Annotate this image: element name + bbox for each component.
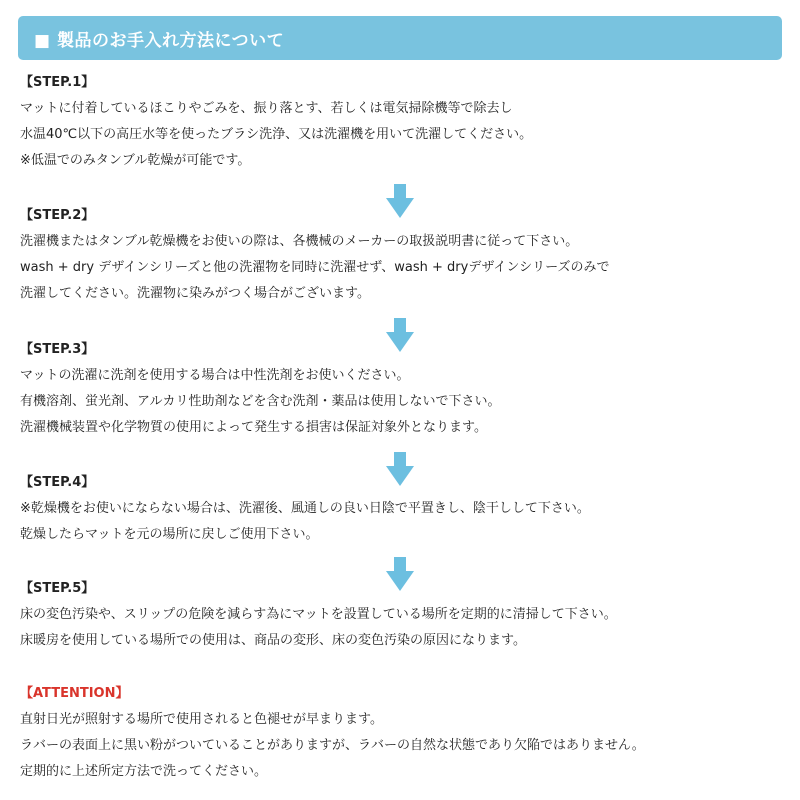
attention-section <box>20 681 790 785</box>
step-1-line-2: 水温40℃以下の高圧水等を使ったブラシ洗浄、又は洗濯機を用いて洗濯してください。 <box>20 127 533 142</box>
step-1-line-3: ※低温でのみタンブル乾燥が可能です。 <box>20 153 251 168</box>
step-2-line-2: wash + dry デザインシリーズと他の洗濯物を同時に洗濯せず、wash + dryデザインシリーズのみで <box>20 260 610 275</box>
step-1-line-1: マットに付着しているほこりやごみを、振り落とす、若しくは電気掃除機等で除去し <box>20 101 513 116</box>
step-3-title: 【STEP.3】 <box>20 342 95 357</box>
step-5-line-2: 床暖房を使用している場所での使用は、商品の変形、床の変色汚染の原因になります。 <box>20 633 526 648</box>
attention-title: 【ATTENTION】 <box>20 686 129 701</box>
attention-line-2: ラバーの表面上に黒い粉がついていることがありますが、ラバーの自然な状態であり欠陥ではありません。 <box>20 738 645 753</box>
section-title: ■ 製品のお手入れ方法について <box>34 30 285 51</box>
step-4-line-1: ※乾燥機をお使いにならない場合は、洗濯後、風通しの良い日陰で平置きし、陰干しして下さい。 <box>20 501 590 516</box>
step-2-line-3: 洗濯してください。洗濯物に染みがつく場合がございます。 <box>20 286 370 301</box>
step-1 <box>20 70 790 174</box>
section-header <box>18 16 782 60</box>
step-5-title: 【STEP.5】 <box>20 581 95 596</box>
step-3-line-1: マットの洗濯に洗剤を使用する場合は中性洗剤をお使いください。 <box>20 368 410 383</box>
step-4-line-2: 乾燥したらマットを元の場所に戻しご使用下さい。 <box>20 527 319 542</box>
step-5 <box>20 576 790 654</box>
step-2 <box>20 203 790 307</box>
step-2-line-1: 洗濯機またはタンブル乾燥機をお使いの際は、各機械のメーカーの取扱説明書に従って下さい。 <box>20 234 579 249</box>
step-4-title: 【STEP.4】 <box>20 475 95 490</box>
attention-line-1: 直射日光が照射する場所で使用されると色褪せが早まります。 <box>20 712 383 727</box>
step-1-title: 【STEP.1】 <box>20 75 95 90</box>
step-3-line-2: 有機溶剤、蛍光剤、アルカリ性助剤などを含む洗剤・薬品は使用しないで下さい。 <box>20 394 501 409</box>
step-5-line-1: 床の変色汚染や、スリップの危険を減らす為にマットを設置している場所を定期的に清掃して下さい。 <box>20 607 617 622</box>
step-4 <box>20 470 790 548</box>
step-3-line-3: 洗濯機械装置や化学物質の使用によって発生する損害は保証対象外となります。 <box>20 420 487 435</box>
attention-line-3: 定期的に上述所定方法で洗ってください。 <box>20 764 268 779</box>
step-2-title: 【STEP.2】 <box>20 208 95 223</box>
step-3 <box>20 337 790 441</box>
